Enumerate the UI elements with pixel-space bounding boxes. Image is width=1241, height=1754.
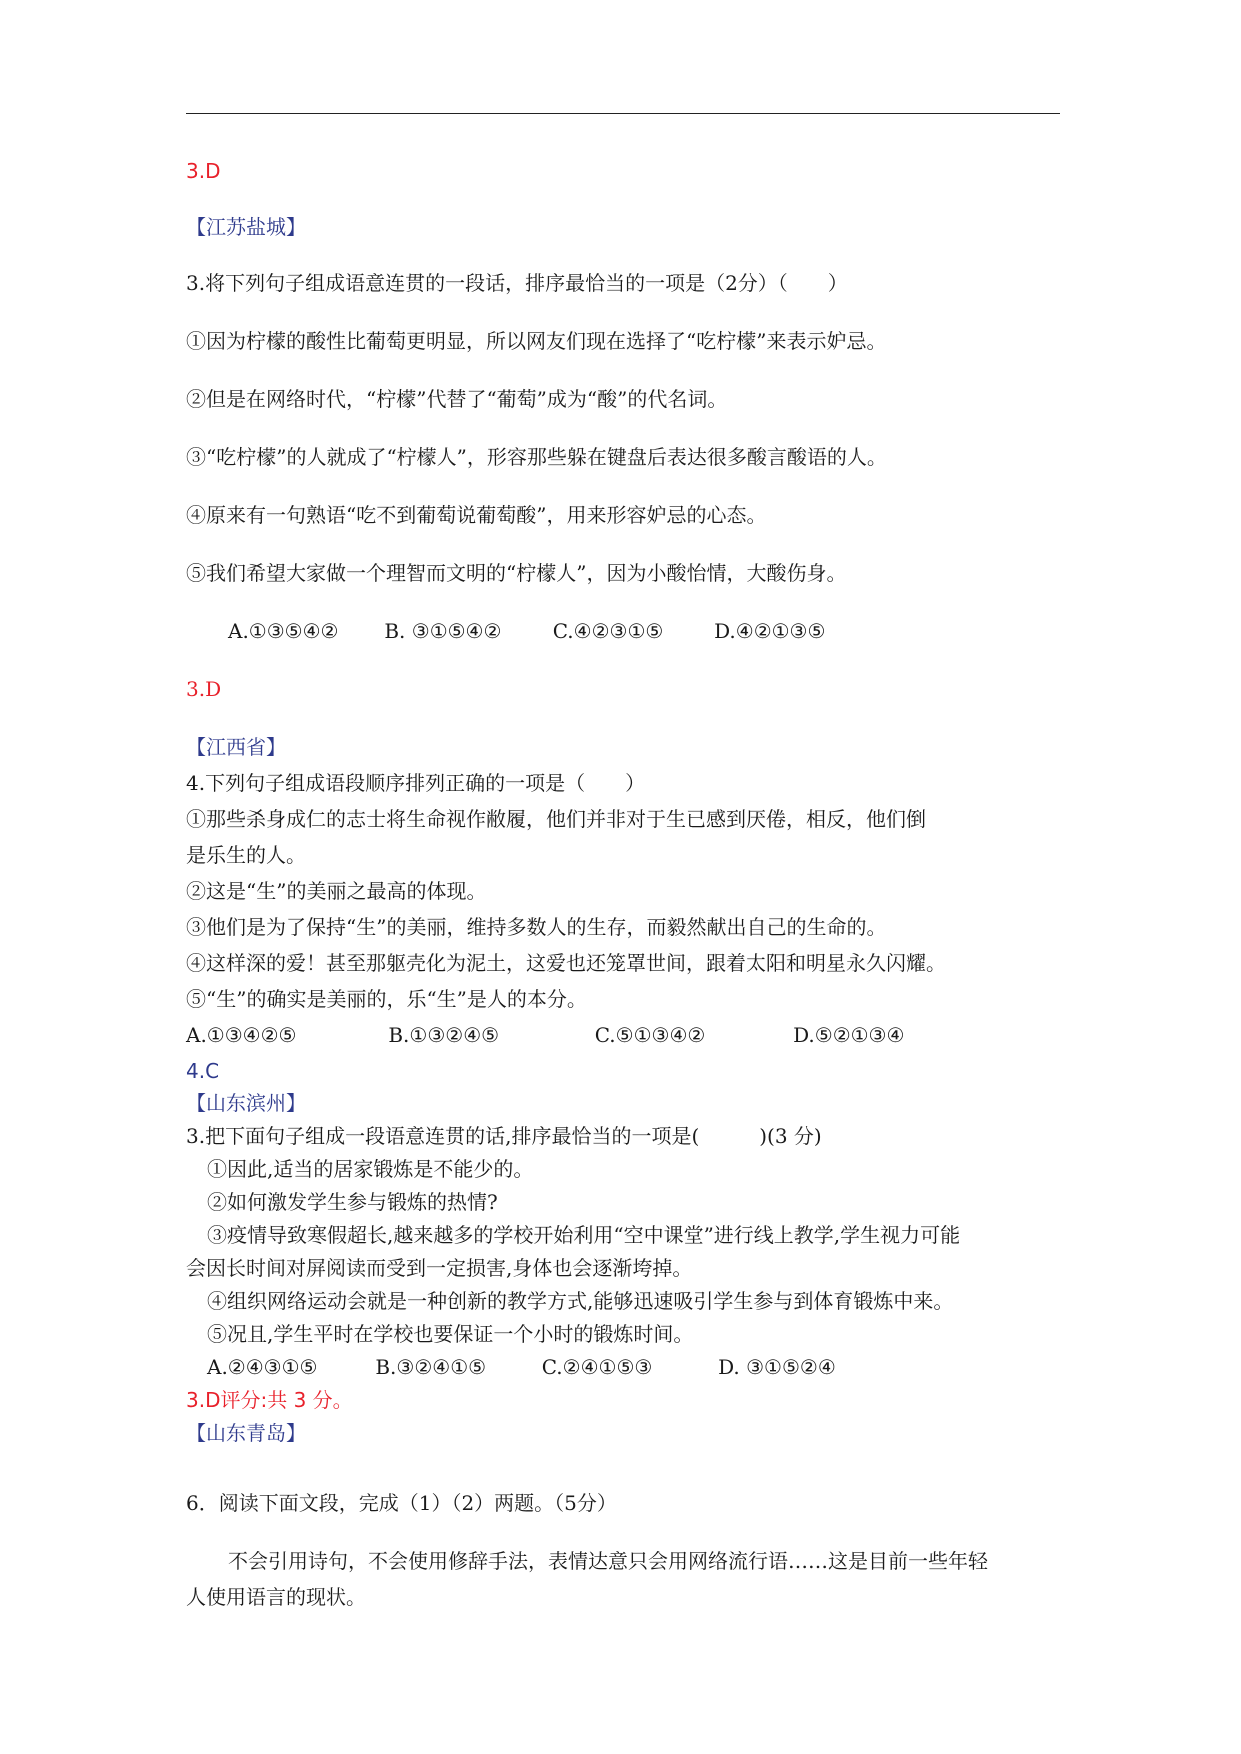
question-text: 4.下列句子组成语段顺序排列正确的一项是（ ）	[186, 771, 646, 795]
sentence-item: ④这样深的爱！甚至那躯壳化为泥土，这爱也还笼罩世间，跟着太阳和明星永久闪耀。	[186, 951, 946, 975]
option-d: D. ③①⑤②④	[718, 1355, 836, 1379]
header-rule	[186, 113, 1060, 114]
option-a: A.①③⑤④②	[228, 619, 339, 643]
option-a: A.②④③①⑤	[207, 1355, 318, 1379]
region-heading: 【山东青岛】	[186, 1421, 306, 1445]
passage-text: 人使用语言的现状。	[186, 1585, 366, 1609]
option-c: C.④②③①⑤	[552, 619, 664, 643]
sentence-item: ①因为柠檬的酸性比葡萄更明显，所以网友们现在选择了“吃柠檬”来表示妒忌。	[186, 329, 887, 353]
region-heading: 【江西省】	[186, 735, 286, 759]
answer-label: 3.D	[186, 159, 221, 183]
question-text: 3.把下面句子组成一段语意连贯的话,排序最恰当的一项是( )(3 分)	[186, 1124, 822, 1148]
sentence-item: ①因此,适当的居家锻炼是不能少的。	[207, 1157, 534, 1181]
sentence-item: 是乐生的人。	[186, 843, 306, 867]
sentence-item: ③疫情导致寒假超长,越来越多的学校开始利用“空中课堂”进行线上教学,学生视力可能	[207, 1223, 961, 1247]
question-text: 3.将下列句子组成语意连贯的一段话，排序最恰当的一项是（2分）（ ）	[186, 271, 848, 295]
region-heading: 【山东滨州】	[186, 1091, 306, 1115]
sentence-item: ④原来有一句熟语“吃不到葡萄说葡萄酸”，用来形容妒忌的心态。	[186, 503, 767, 527]
option-b: B.③②④①⑤	[375, 1355, 487, 1379]
option-b: B. ③①⑤④②	[384, 619, 502, 643]
answer-label: 4.C	[186, 1059, 220, 1083]
answer-label: 3.D	[186, 677, 222, 701]
sentence-item: ④组织网络运动会就是一种创新的教学方式,能够迅速吸引学生参与到体育锻炼中来。	[207, 1289, 954, 1313]
sentence-item: ⑤我们希望大家做一个理智而文明的“柠檬人”，因为小酸怡情，大酸伤身。	[186, 561, 847, 585]
option-b: B.①③②④⑤	[388, 1023, 500, 1047]
sentence-item: ②如何激发学生参与锻炼的热情?	[207, 1190, 498, 1214]
region-heading: 【江苏盐城】	[186, 215, 306, 239]
answer-label: 3.D评分:共 3 分。	[186, 1388, 353, 1412]
sentence-item: ②但是在网络时代，“柠檬”代替了“葡萄”成为“酸”的代名词。	[186, 387, 728, 411]
option-d: D.④②①③⑤	[714, 619, 826, 643]
sentence-item: ⑤况且,学生平时在学校也要保证一个小时的锻炼时间。	[207, 1322, 694, 1346]
options-row	[207, 1354, 836, 1380]
sentence-item: 会因长时间对屏阅读而受到一定损害,身体也会逐渐垮掉。	[186, 1256, 693, 1280]
options-row	[186, 1022, 904, 1048]
option-c: C.②④①⑤③	[541, 1355, 653, 1379]
option-d: D.⑤②①③④	[793, 1023, 905, 1047]
options-row	[228, 618, 825, 644]
question-text: 6．阅读下面文段，完成（1）（2）两题。（5分）	[186, 1491, 617, 1515]
sentence-item: ③“吃柠檬”的人就成了“柠檬人”，形容那些躲在键盘后表达很多酸言酸语的人。	[186, 445, 887, 469]
sentence-item: ①那些杀身成仁的志士将生命视作敝履，他们并非对于生已感到厌倦，相反，他们倒	[186, 807, 926, 831]
sentence-item: ③他们是为了保持“生”的美丽，维持多数人的生存，而毅然献出自己的生命的。	[186, 915, 887, 939]
sentence-item: ②这是“生”的美丽之最高的体现。	[186, 879, 487, 903]
passage-text: 不会引用诗句，不会使用修辞手法，表情达意只会用网络流行语……这是目前一些年轻	[228, 1549, 988, 1573]
option-a: A.①③④②⑤	[186, 1023, 297, 1047]
option-c: C.⑤①③④②	[594, 1023, 706, 1047]
sentence-item: ⑤“生”的确实是美丽的，乐“生”是人的本分。	[186, 987, 587, 1011]
